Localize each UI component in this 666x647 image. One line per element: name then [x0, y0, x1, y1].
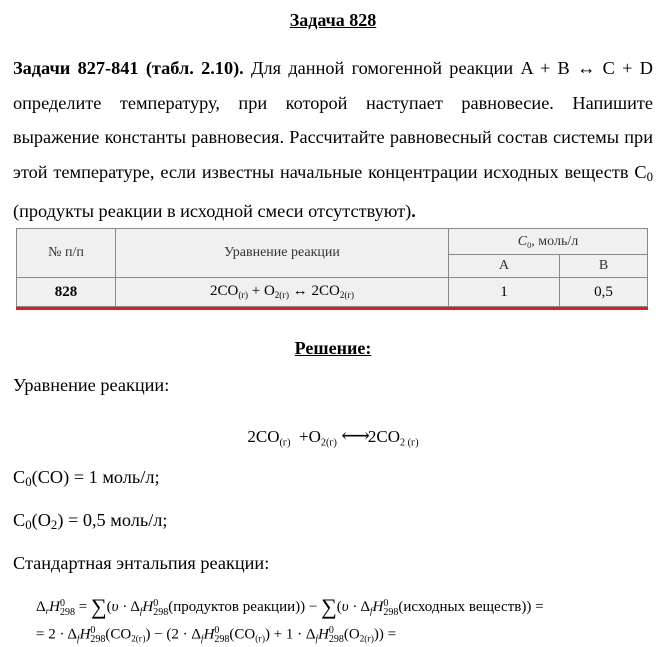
- solution-heading: Решение:: [294, 338, 372, 358]
- row-equation: $2CO_{(г)} + O_{2(г)}$ ↔ $2CO_{2(г)}$: [116, 278, 449, 307]
- header-num: № п/п: [17, 229, 116, 278]
- problem-statement: [13, 51, 653, 229]
- problem-end: .: [411, 201, 416, 222]
- page-title: Задача 828: [289, 10, 377, 30]
- problem-lead: Задачи 827-841 (табл. 2.10).: [13, 58, 244, 78]
- enthalpy-formula: $\Delta_rH0$ $298 = \sum(\upsilon \cdot \Delta_fH0$ 298(продуктов реакции)) − $\sum(\upsilon \cdot \Delta_fH0$ 298(исходных веществ)) =: [36, 594, 544, 619]
- enthalpy-formula-expanded: = $2 \cdot \Delta_fH0$ $298(CO_{2(г)}) - (2 \cdot \Delta_fH0$ $298(CO_{(г)}) + 1 \cdot \Delta_fH0$ $298(O_{2(г)})$) =: [36, 625, 397, 645]
- header-c0: $C_0$, моль/л: [449, 229, 648, 255]
- table-row: [17, 278, 648, 307]
- enthalpy-label: Стандартная энтальпия реакции:: [13, 553, 270, 573]
- problem-c0-sub: 0: [646, 169, 653, 184]
- header-a: A: [449, 255, 560, 278]
- header-equation: Уравнение реакции: [116, 229, 449, 278]
- reaction-equation: $2CO_{(г)} +O_{2(г)}$ $⟷2CO_{2 (г)}$: [247, 425, 419, 449]
- red-underline: [16, 307, 648, 310]
- reaction-label: Уравнение реакции:: [13, 375, 170, 395]
- problem-tail: (продукты реакции в исходной смеси отсутствуют): [13, 201, 412, 222]
- row-a: 1: [449, 278, 560, 307]
- row-b: 0,5: [560, 278, 648, 307]
- reaction-table: [16, 228, 648, 307]
- equilibrium-arrow: ⟷: [341, 425, 368, 447]
- c0-co-line: $C_0(CO) = 1$ моль/л;: [13, 467, 160, 490]
- problem-text: Для данной гомогенной реакции A + B ↔ C + D определите температуру, при которой наступает равновесие. Напишите выражение константы равновесия. Рассчитайте равновесный состав системы при этой температуре, если известны начальные концентрации исходных веществ C: [13, 58, 653, 182]
- header-b: B: [560, 255, 648, 278]
- row-num: 828: [17, 278, 116, 307]
- c0-o2-line: $C_0(O_2) = 0,5$ моль/л;: [13, 510, 168, 533]
